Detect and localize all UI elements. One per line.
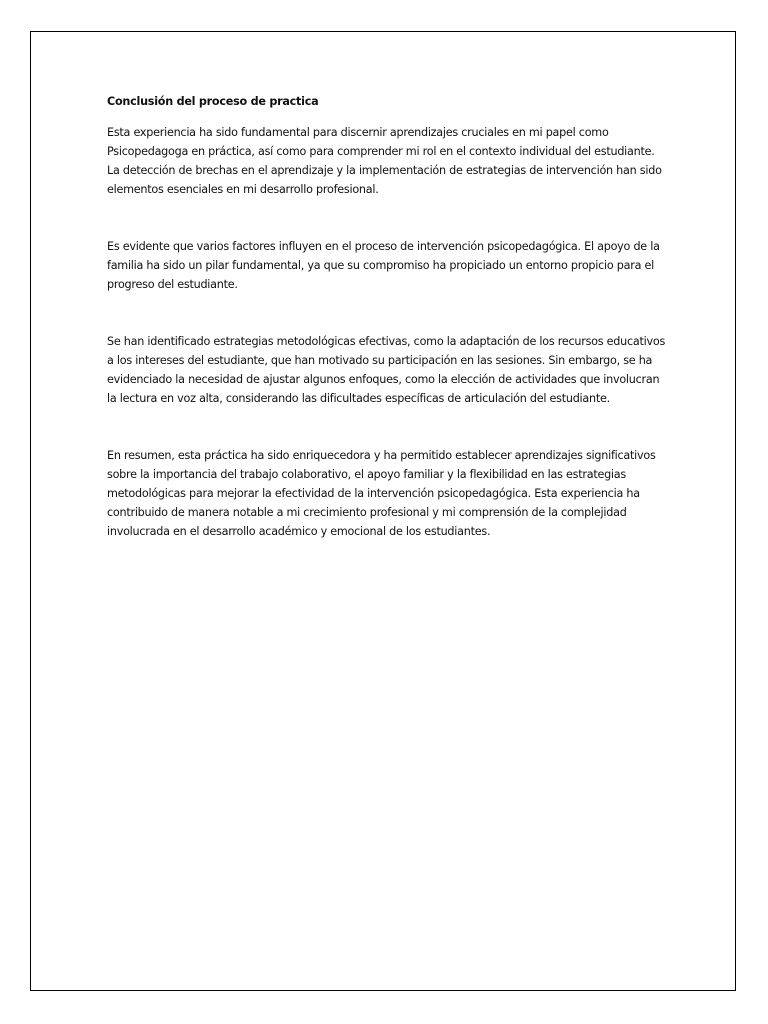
paragraph-1: Esta experiencia ha sido fundamental para discernir aprendizajes cruciales en mi papel como Psicopedagoga en práctica, así como para comprender mi rol en el contexto individual del estudiante. La detección de brechas en el aprendizaje y la implementación de estrategias de intervención han sido elementos esenciales en mi desarrollo profesional.: [107, 126, 662, 196]
document-title: Conclusión del proceso de practica: [107, 95, 319, 108]
paragraph-4: En resumen, esta práctica ha sido enriquecedora y ha permitido establecer aprendizajes significativos sobre la importancia del trabajo colaborativo, el apoyo familiar y la flexibilidad en las estrategias metodológicas para mejorar la efectividad de la intervención psicopedagógica. Esta experiencia ha contribuido de manera notable a mi crecimiento profesional y mi comprensión de la complejidad involucrada en el desarrollo académico y emocional de los estudiantes.: [107, 449, 656, 538]
paragraph-2: Es evidente que varios factores influyen en el proceso de intervención psicopedagógica. El apoyo de la familia ha sido un pilar fundamental, ya que su compromiso ha propiciado un entorno propicio para el progreso del estudiante.: [107, 240, 660, 291]
document-body: [107, 92, 667, 541]
document-page: [30, 31, 736, 991]
paragraph-3: Se han identificado estrategias metodológicas efectivas, como la adaptación de los recursos educativos a los intereses del estudiante, que han motivado su participación en las sesiones. Sin embargo, se ha evidenciado la necesidad de ajustar algunos enfoques, como la elección de actividades que involucran la lectura en voz alta, considerando las dificultades específicas de articulación del estudiante.: [107, 335, 666, 405]
